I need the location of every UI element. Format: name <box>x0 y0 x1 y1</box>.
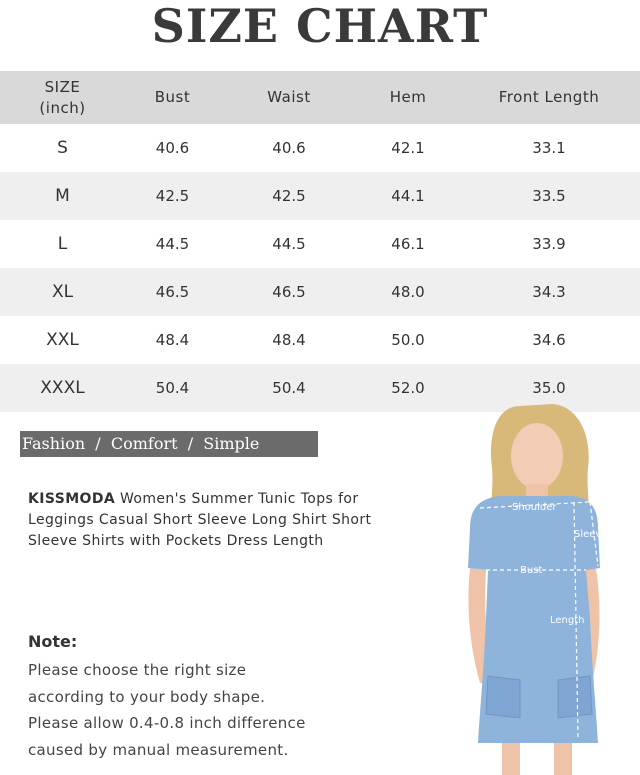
front-length-cell: 33.1 <box>532 139 566 157</box>
header-front-length: Front Length <box>498 88 600 106</box>
header-hem: Hem <box>389 88 427 106</box>
brand-name: KISSMODA <box>28 491 116 507</box>
bust-label: Bust <box>520 565 543 576</box>
header-bust: Bust <box>154 88 191 106</box>
front-length-cell: 33.9 <box>532 235 566 253</box>
bust-cell: 40.6 <box>155 139 190 157</box>
table-row <box>0 268 640 316</box>
size-cell: M <box>55 186 70 206</box>
hem-cell: 44.1 <box>391 187 425 205</box>
bust-cell: 46.5 <box>155 283 190 301</box>
product-description <box>28 489 398 552</box>
size-cell: S <box>57 138 68 158</box>
shoulder-label: Shoulder <box>512 502 557 513</box>
front-length-cell: 34.3 <box>532 283 566 301</box>
note-line: according to your body shape. <box>28 687 266 706</box>
size-cell: XXL <box>46 330 79 350</box>
size-table <box>0 71 640 412</box>
note-text <box>28 657 358 763</box>
front-length-cell: 33.5 <box>532 187 566 205</box>
note-title: Note: <box>28 632 78 651</box>
hem-cell: 46.1 <box>391 235 425 253</box>
table-header-row <box>0 71 640 124</box>
size-cell: L <box>57 234 68 254</box>
waist-cell: 42.5 <box>272 187 306 205</box>
waist-cell: 46.5 <box>272 283 306 301</box>
bust-cell: 50.4 <box>155 379 190 397</box>
size-chart-title: SIZE CHART <box>151 0 489 53</box>
header-waist: Waist <box>267 88 311 106</box>
note-line: caused by manual measurement. <box>28 740 289 759</box>
table-row <box>0 172 640 220</box>
hem-cell: 52.0 <box>391 379 425 397</box>
model-measurement-illustration <box>440 398 640 775</box>
bust-cell: 48.4 <box>155 331 190 349</box>
waist-cell: 44.5 <box>272 235 306 253</box>
bust-cell: 44.5 <box>155 235 190 253</box>
model-pocket-right <box>558 676 592 718</box>
hem-cell: 48.0 <box>391 283 425 301</box>
length-label: Length <box>550 615 585 626</box>
model-pocket-left <box>486 676 520 718</box>
waist-cell: 50.4 <box>272 379 306 397</box>
model-left-leg <box>502 743 520 775</box>
size-cell: XL <box>51 282 74 302</box>
size-cell: XXXL <box>40 378 85 398</box>
front-length-cell: 34.6 <box>532 331 566 349</box>
hem-cell: 42.1 <box>391 139 425 157</box>
product-title: Women's Summer Tunic Tops for Leggings Casual Short Sleeve Long Shirt Short Sleeve Shirts with Pockets Dress Length <box>28 491 372 549</box>
sleeve-label: Sleeve <box>574 529 608 540</box>
front-length-cell: 35.0 <box>532 379 566 397</box>
table-row <box>0 124 640 172</box>
table-row <box>0 220 640 268</box>
model-face <box>511 423 563 489</box>
model-right-leg <box>554 743 572 775</box>
note-line: Please allow 0.4-0.8 inch difference <box>28 714 306 732</box>
tagline-banner: Fashion / Comfort / Simple <box>20 431 318 457</box>
header-size: SIZE (inch) <box>39 77 86 117</box>
waist-cell: 48.4 <box>272 331 306 349</box>
bust-cell: 42.5 <box>155 187 190 205</box>
hem-cell: 50.0 <box>391 331 425 349</box>
note-line: Please choose the right size <box>28 661 247 679</box>
table-row <box>0 316 640 364</box>
waist-cell: 40.6 <box>272 139 306 157</box>
